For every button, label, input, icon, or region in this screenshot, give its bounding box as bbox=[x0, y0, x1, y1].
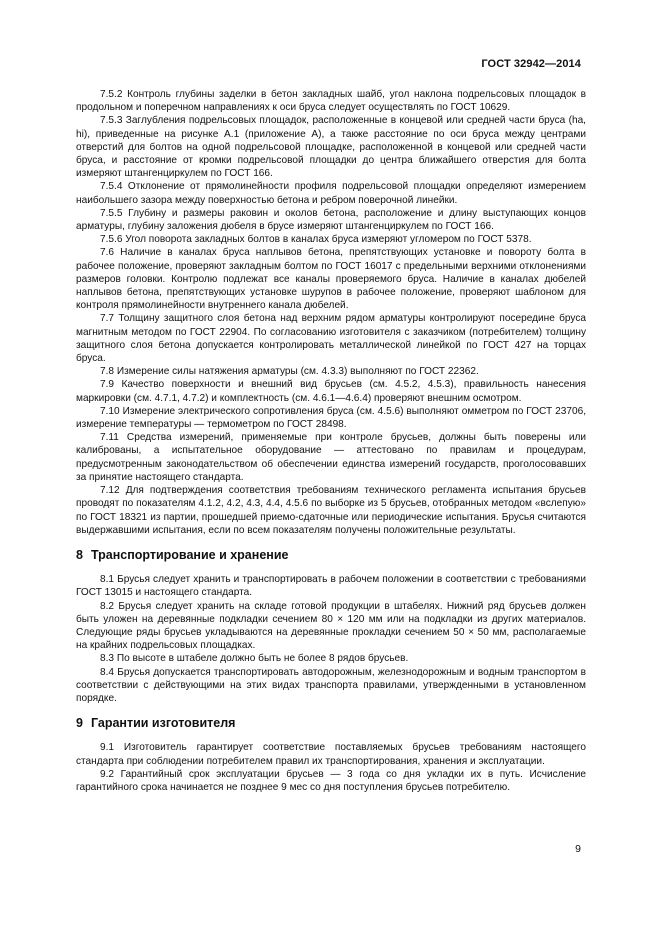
clause-7-11: 7.11 Средства измерений, применяемые при контроле брусьев, должны быть поверены или калиброваны, а испытательное оборудование — аттестовано по правилам и процедурам, предусмотренным законодательством об обеспечении единства измерений государств, проголосовавших за принятие настоящего стандарта. bbox=[76, 432, 586, 483]
section-9-title: Гарантии изготовителя bbox=[90, 716, 236, 731]
clause-7-5-4: 7.5.4 Отклонение от прямолинейности профиля подрельсовой площадки определяют измерением наибольшего зазора между поверхностью бетона и ребром поверочной линейки. bbox=[76, 181, 586, 206]
clause-8-1: 8.1 Брусья следует хранить и транспортировать в рабочем положении в соответствии с требованиями ГОСТ 13015 и настоящего стандарта. bbox=[76, 574, 586, 599]
section-8-number: 8 bbox=[76, 547, 83, 562]
clause-7-7: 7.7 Толщину защитного слоя бетона над верхним рядом арматуры контролируют посередине бруса магнитным методом по ГОСТ 22904. По согласованию изготовителя с заказчиком (потребителем) толщину защитного слоя бетона допускается контролировать металлической линейкой по ГОСТ 427 на торцах бруса. bbox=[76, 313, 586, 365]
page-number: 9 bbox=[575, 843, 581, 855]
clause-7-5-6: 7.5.6 Угол поворота закладных болтов в каналах бруса измеряют угломером по ГОСТ 5378. bbox=[100, 234, 532, 246]
section-8-heading bbox=[76, 549, 586, 562]
section-9-heading bbox=[76, 717, 586, 730]
section-9-number: 9 bbox=[76, 716, 83, 731]
clause-9-1: 9.1 Изготовитель гарантирует соответствие поставляемых брусьев требованиям настоящего стандарта при соблюдении потребителем правил их транспортирования, хранения и эксплуатации. bbox=[76, 742, 586, 767]
clause-7-10: 7.10 Измерение электрического сопротивления бруса (см. 4.5.6) выполняют омметром по ГОСТ 23706, измерение температуры — термометром по ГОСТ 28498. bbox=[76, 405, 586, 431]
document-code: ГОСТ 32942—2014 bbox=[481, 58, 581, 70]
clause-8-2: 8.2 Брусья следует хранить на складе готовой продукции в штабелях. Нижний ряд брусьев должен быть уложен на деревянные подкладки сечением 80 × 120 мм или на подкладки из других материалов. Следующие ряды брусьев укладываются на деревянные прокладки сечением 50 × 50 мм, располагаемые на крайних подрельсовых площадках. bbox=[76, 600, 586, 652]
clause-7-12: 7.12 Для подтверждения соответствия требованиям технического регламента испытания брусьев проводят по показателям 4.1.2, 4.2, 4.3, 4.4, 4.5.6 по выборке из 5 брусьев, отобранных методом «вслепую» по ГОСТ 18321 из партии, прошедшей приемо-сдаточные или периодические испытания. Брусья считаются выдержавшими испытания, если по всем показателям получены положительные результаты. bbox=[76, 485, 586, 536]
clause-8-4: 8.4 Брусья допускается транспортировать автодорожным, железнодорожным и водным транспортом в соответствии с действующими на этих видах транспорта правилами, утвержденными в установленном порядке. bbox=[76, 666, 586, 704]
clause-9-2: 9.2 Гарантийный срок эксплуатации брусьев — 3 года со дня укладки их в путь. Исчисление гарантийного срока начинается не позднее 9 мес со дня поступления брусьев потребителю. bbox=[76, 768, 586, 793]
clause-7-5-5: 7.5.5 Глубину и размеры раковин и околов бетона, расположение и длину выступающих концов арматуры, глубину заложения дюбеля в брусе измеряют штангенциркулем по ГОСТ 166. bbox=[76, 207, 586, 233]
page-body bbox=[76, 88, 586, 794]
section-8-title: Транспортирование и хранение bbox=[90, 547, 289, 562]
clause-7-8: 7.8 Измерение силы натяжения арматуры (см. 4.3.3) выполняют по ГОСТ 22362. bbox=[100, 366, 479, 378]
clause-8-3: 8.3 По высоте в штабеле должно быть не более 8 рядов брусьев. bbox=[100, 653, 409, 665]
clause-7-5-2: 7.5.2 Контроль глубины заделки в бетон закладных шайб, угол наклона подрельсовых площадок в продольном и поперечном направлениях к оси бруса следует осуществлять по ГОСТ 10629. bbox=[76, 89, 586, 114]
clause-7-5-3: 7.5.3 Заглубления подрельсовых площадок, расположенные в концевой или средней части бруса (hа, hi), приведенные на рисунке А.1 (приложение А), а также расстояние по оси бруса между центрами отверстий для болтов на одной подрельсовой площадке, расположенной в концевой или средней части бруса, и расстояние от кромки подрельсовой площадки до центра ближайшего отверстия для болта измеряют штангенциркулем по ГОСТ 166. bbox=[76, 115, 586, 180]
clause-7-6: 7.6 Наличие в каналах бруса наплывов бетона, препятствующих установке и повороту болта в рабочее положение, проверяют закладным болтом по ГОСТ 16017 с предельными верхними отклонениями размеров головки. Контролю подлежат все каналы проверяемого бруса. Наличие в каналах дюбелей наплывов бетона, препятствующих установке шурупов в рабочее положение, проверяют шаблоном для контроля прямолинейности внутреннего канала дюбелей. bbox=[76, 247, 586, 312]
clause-7-9: 7.9 Качество поверхности и внешний вид брусьев (см. 4.5.2, 4.5.3), правильность нанесения маркировки (см. 4.7.1, 4.7.2) и комплектность (см. 4.6.1—4.6.4) проверяют внешним осмотром. bbox=[76, 379, 586, 404]
